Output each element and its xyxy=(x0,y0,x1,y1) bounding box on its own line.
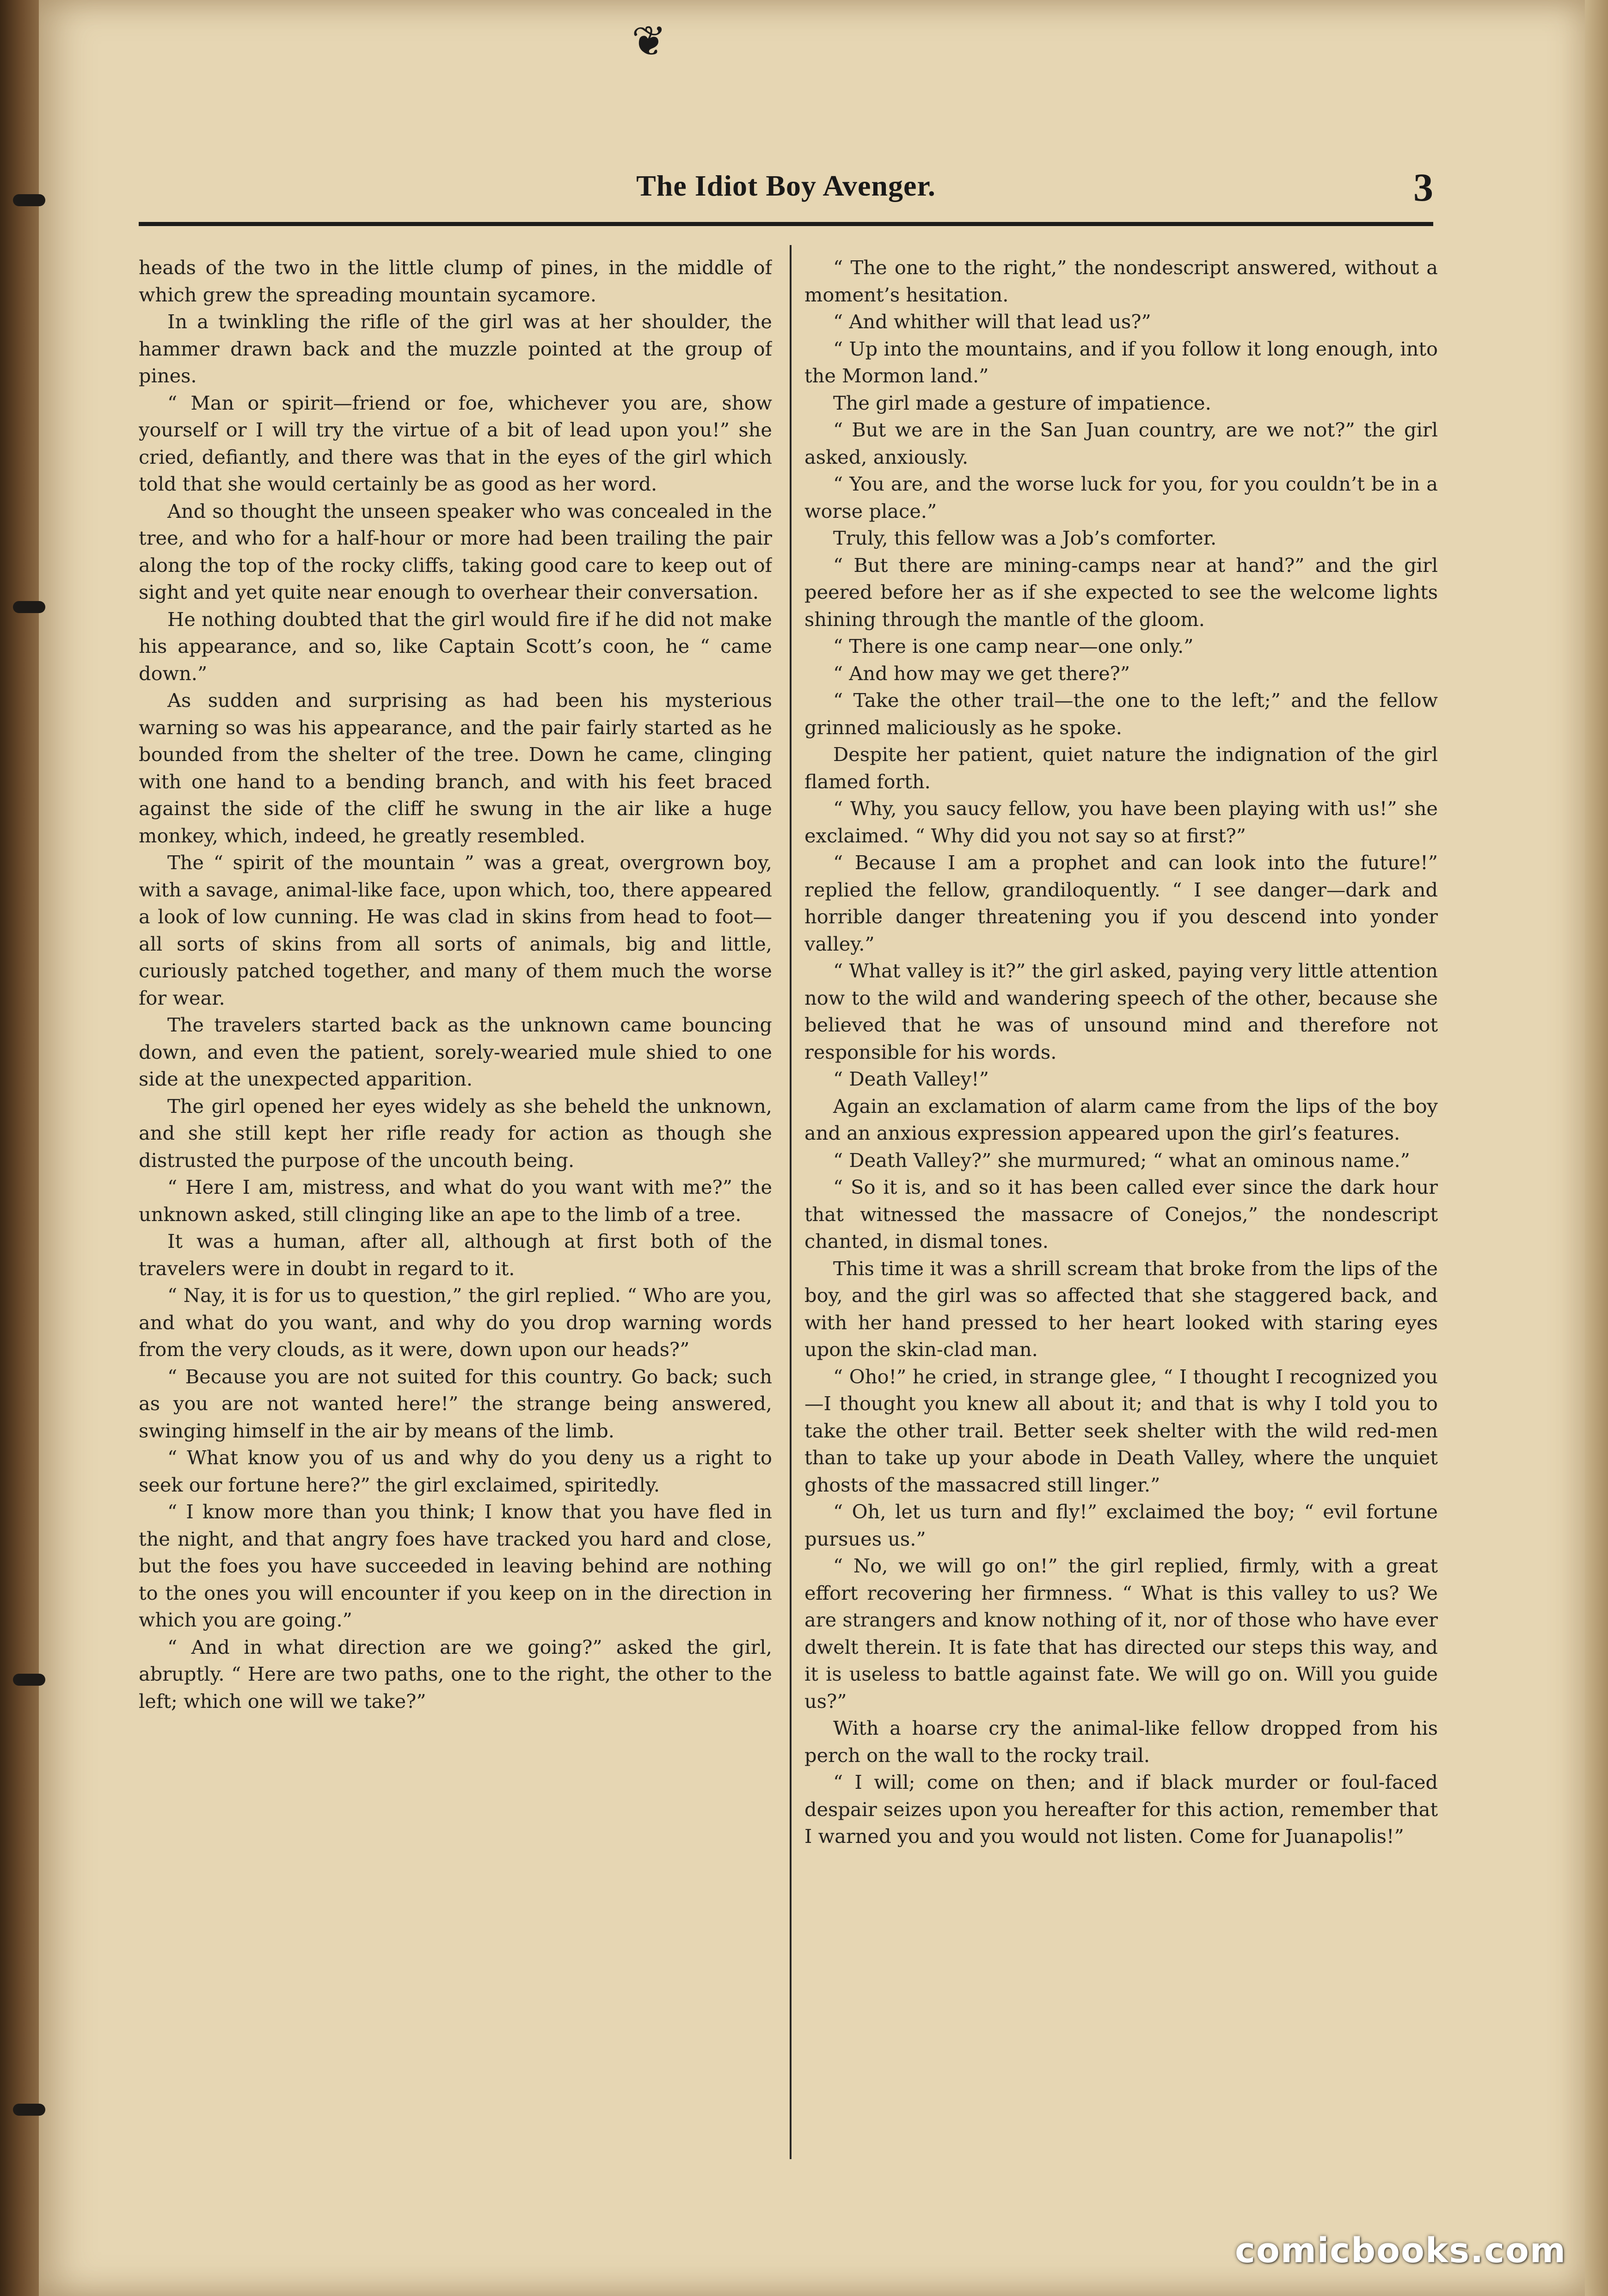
paragraph: “ I know more than you think; I know that you have fled in the night, and that angry foes have tracked you hard and close, but the foes you have succeeded in leaving behind are nothing to the ones you will encounter if you keep on in the direction in which you are going.” xyxy=(139,1500,772,1631)
right-column xyxy=(804,254,1438,2164)
paragraph: “ Because I am a prophet and can look into the future!” replied the fellow, grandiloquently. “ I see danger—dark and horrible danger threatening you if you descend into yonder valley.” xyxy=(804,851,1438,955)
paragraph: “ Nay, it is for us to question,” the girl replied. “ Who are you, and what do you want, and why do you drop warning words from the very clouds, as it were, down upon our heads?” xyxy=(139,1284,772,1361)
paragraph: “ Here I am, mistress, and what do you want with me?” the unknown asked, still clinging like an ape to the limb of a tree. xyxy=(139,1176,772,1226)
paragraph: “ Oh, let us turn and fly!” exclaimed the boy; “ evil fortune pursues us.” xyxy=(804,1500,1438,1550)
binding-stitch xyxy=(13,194,45,206)
paragraph: “ What valley is it?” the girl asked, paying very little attention now to the wild and wandering speech of the other, because she believed that he was of unsound mind and therefore not responsible for his words. xyxy=(804,959,1438,1063)
paragraph: The girl opened her eyes widely as she beheld the unknown, and she still kept her rifle ready for action as though she distrusted the purpose of the uncouth being. xyxy=(139,1094,772,1172)
paragraph: In a twinkling the rifle of the girl was at her shoulder, the hammer drawn back and the muzzle pointed at the group of pines. xyxy=(139,310,772,387)
paragraph: The girl made a gesture of impatience. xyxy=(833,391,1211,414)
page-number: 3 xyxy=(1413,165,1433,209)
paragraph: “ I will; come on then; and if black murder or foul-faced despair seizes upon you hereafter for this action, remember that I warned you and you would not listen. Come for Juanapolis!” xyxy=(804,1771,1438,1848)
paragraph: “ Death Valley!” xyxy=(833,1068,989,1090)
printer-ornament: ❦ xyxy=(632,17,667,66)
watermark: comicbooks.com xyxy=(1235,2231,1566,2271)
paragraph: Again an exclamation of alarm came from the lips of the boy and an anxious expression appeared upon the girl’s features. xyxy=(804,1094,1438,1144)
paragraph: “ Because you are not suited for this country. Go back; such as you are not wanted here!” the strange being answered, swinging himself in the air by means of the limb. xyxy=(139,1365,772,1442)
paragraph: heads of the two in the little clump of pines, in the middle of which grew the spreading mountain sycamore. xyxy=(139,256,772,306)
paragraph: “ And in what direction are we going?” asked the girl, abruptly. “ Here are two paths, one to the right, the other to the left; which one will we take?” xyxy=(139,1635,772,1713)
paragraph: “ But we are in the San Juan country, are we not?” the girl asked, anxiously. xyxy=(804,418,1438,468)
paragraph: “ There is one camp near—one only.” xyxy=(833,635,1194,657)
paragraph: “ Why, you saucy fellow, you have been playing with us!” she exclaimed. “ Why did you not say so at first?” xyxy=(804,797,1438,847)
paragraph: Truly, this fellow was a Job’s comforter. xyxy=(833,527,1217,549)
paragraph: “ But there are mining-camps near at hand?” and the girl peered before her as if she expected to see the welcome lights shining through the mantle of the gloom. xyxy=(804,553,1438,631)
paragraph: The travelers started back as the unknown came bouncing down, and even the patient, sorely-wearied mule shied to one side at the unexpected apparition. xyxy=(139,1013,772,1090)
paragraph: This time it was a shrill scream that broke from the lips of the boy, and the girl was so affected that she staggered back, and with her hand pressed to her heart looked with staring eyes upon the skin-clad man. xyxy=(804,1257,1438,1361)
page-edge xyxy=(1585,0,1608,2296)
paragraph: And so thought the unseen speaker who was concealed in the tree, and who for a half-hour or more had been trailing the pair along the top of the rocky cliffs, taking good care to keep out of sight and yet quite near enough to overhear their conversation. xyxy=(139,499,772,603)
paragraph: “ Oho!” he cried, in strange glee, “ I thought I recognized you—I thought you knew all about it; and that is why I told you to take the other trail. Better seek shelter with the wild red-men than to take up your abode in Death Valley, where the unquiet ghosts of the massacred still linger.” xyxy=(804,1365,1438,1496)
paragraph: “ The one to the right,” the nondescript answered, without a moment’s hesitation. xyxy=(804,256,1438,306)
binding-stitch xyxy=(13,601,45,613)
paragraph: The “ spirit of the mountain ” was a great, overgrown boy, with a savage, animal-like face, upon which, too, there appeared a look of low cunning. He was clad in skins from head to foot—all sorts of skins from all sorts of animals, big and little, curiously patched together, and many of them much the worse for wear. xyxy=(139,851,772,1009)
paragraph: “ You are, and the worse luck for you, for you couldn’t be in a worse place.” xyxy=(804,473,1438,522)
paragraph: “ So it is, and so it has been called ever since the dark hour that witnessed the massacre of Conejos,” the nondescript chanted, in dismal tones. xyxy=(804,1176,1438,1252)
paragraph: With a hoarse cry the animal-like fellow dropped from his perch on the wall to the rocky trail. xyxy=(804,1717,1438,1767)
paragraph: It was a human, after all, although at first both of the travelers were in doubt in regard to it. xyxy=(139,1230,772,1280)
paragraph: “ Take the other trail—the one to the left;” and the fellow grinned maliciously as he spoke. xyxy=(804,689,1438,739)
paragraph: He nothing doubted that the girl would fire if he did not make his appearance, and so, like Captain Scott’s coon, he “ came down.” xyxy=(139,608,772,685)
paragraph: “ Man or spirit—friend or foe, whichever you are, show yourself or I will try the virtue of a bit of lead upon you!” she cried, defiantly, and there was that in the eyes of the girl which told that she would certainly be as good as her word. xyxy=(139,391,772,495)
paragraph: “ And how may we get there?” xyxy=(833,662,1130,685)
left-column xyxy=(139,254,772,2164)
paragraph: As sudden and surprising as had been his mysterious warning so was his appearance, and the pair fairly started as he bounded from the shelter of the tree. Down he came, clinging with one hand to a bending branch, and with his feet braced against the side of the cliff he swung in the air like a huge monkey, which, indeed, he greatly resembled. xyxy=(139,689,772,847)
book-spine xyxy=(0,0,39,2296)
paragraph: “ Up into the mountains, and if you follow it long enough, into the Mormon land.” xyxy=(804,337,1438,387)
page-title: The Idiot Boy Avenger. xyxy=(636,169,936,202)
header-rule xyxy=(139,222,1433,226)
binding-stitch xyxy=(13,1674,45,1686)
paragraph: “ What know you of us and why do you deny us a right to seek our fortune here?” the girl exclaimed, spiritedly. xyxy=(139,1446,772,1496)
paragraph: Despite her patient, quiet nature the indignation of the girl flamed forth. xyxy=(804,743,1438,793)
binding-stitch xyxy=(13,2104,45,2116)
column-divider xyxy=(790,245,792,2159)
paragraph: “ And whither will that lead us?” xyxy=(833,310,1151,333)
paragraph: “ Death Valley?” she murmured; “ what an ominous name.” xyxy=(833,1148,1410,1172)
running-header xyxy=(139,164,1433,220)
paragraph: “ No, we will go on!” the girl replied, firmly, with a great effort recovering her firmness. “ What is this valley to us? We are strangers and know nothing of it, nor of those who have ever dwelt therein. It is fate that has directed our steps this way, and it is useless to battle against fate. We will go on. Will you guide us?” xyxy=(804,1554,1438,1713)
